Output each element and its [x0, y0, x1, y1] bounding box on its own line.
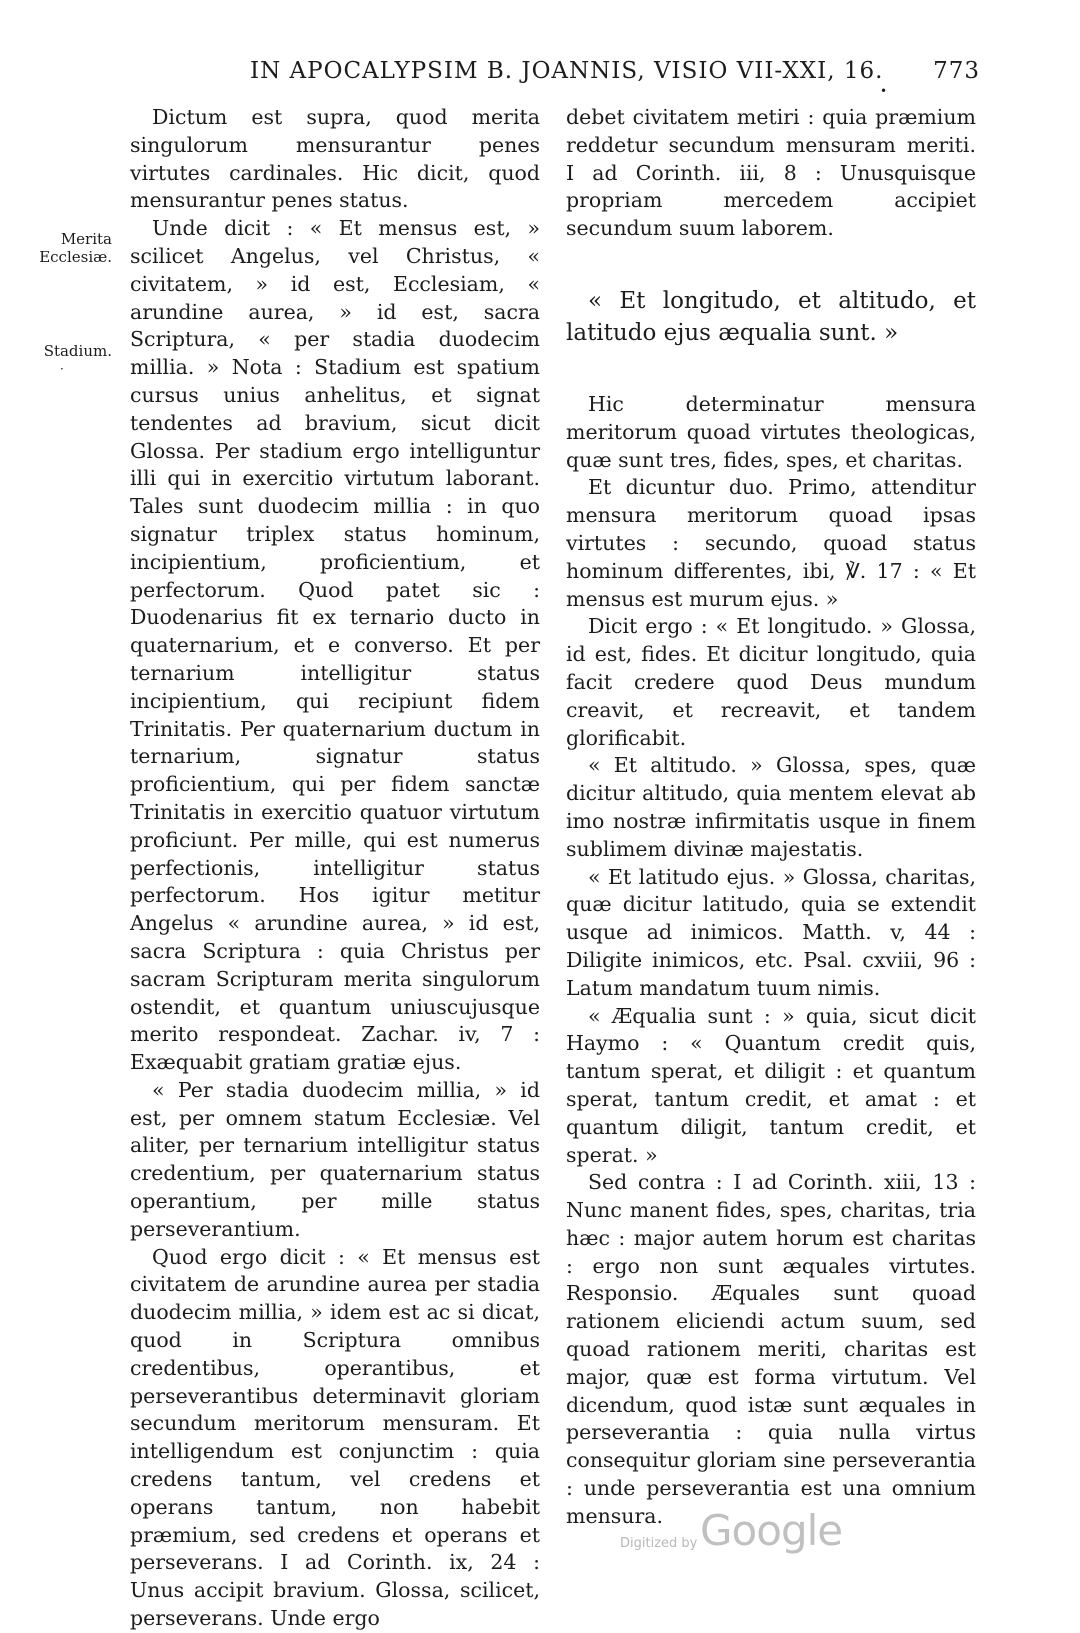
- scripture-verse: « Et longitudo, et altitudo, et latitudo ejus æqualia sunt. »: [566, 287, 976, 346]
- paragraph: debet civitatem metiri : quia præmium reddetur secundum mensuram meriti. I ad Corinth. iii, 8 : Unusquisque propriam mercedem accipiet secundum suum laborem.: [566, 105, 976, 241]
- paragraph: Quod ergo dicit : « Et mensus est civitatem de arundine aurea per stadia duodecim millia, » idem est ac si dicat, quod in Scriptura omnibus credentibus, operantibus, et perseverantibus determinavit gloriam secundum meritorum mensuram. Et intelligendum est conjunctim : quia credens tantum, vel credens et operans tantum, non habebit præmium, sed credens et operans et perseverans. I ad Corinth. ix, 24 : Unus accipit bravium. Glossa, scilicet, perseverans. Unde ergo: [130, 1244, 540, 1631]
- paragraph: Unde dicit : « Et mensus est, » scilicet Angelus, vel Christus, « civitatem, » id est, Ecclesiam, « arundine aurea, » id est, sacra Scriptura, « per stadia duodecim millia. » Nota : Stadium est spatium cursus unius anhelitus, et signat tendentes ad bravium, sicut dicit Glossa. Per stadium ergo intelliguntur illi qui in exercitio virtutum laborant. Tales sunt duodecim millia : in quo signatur triplex status hominum, incipientium, proficientium, et perfectorum. Quod patet sic : Duodenarius fit ex ternario ducto in quaternarium, et e converso. Et per ternarium intelligitur status incipientium, qui recipiunt fidem Trinitatis. Per quaternarium ductum in ternarium, signatur status proficientium, qui per fidem sanctæ Trinitatis in exercitio quatuor virtutum proficiunt. Per mille, qui est numerus perfectionis, intelligitur status perfectorum. Hos igitur metitur Angelus « arundine aurea, » id est, sacra Scriptura : quia Christus per sacram Scripturam merita singulorum ostendit, et quantum uniuscujusque merito respondeat. Zachar. iv, 7 : Exæquabit gratiam gratiæ ejus.: [130, 216, 540, 1075]
- page-number: 773: [933, 58, 980, 84]
- paragraph: Dictum est supra, quod merita singulorum mensurantur penes virtutes cardinales. Hic dicit, quod mensurantur penes status.: [130, 105, 540, 213]
- paragraph: Sed contra : I ad Corinth. xiii, 13 : Nunc manent fides, spes, charitas, tria hæc : major autem horum est charitas : ergo non sunt æquales virtutes. Responsio. Æquales sunt quoad rationem eliciendi actum suum, sed quoad rationem meriti, charitas est major, quæ est forma virtutum. Vel dicendum, quod istæ sunt æquales in perseverantia : quia nulla virtus consequitur gloriam sine perseverantia : unde perseverantia est una omnium mensura.: [566, 1170, 976, 1528]
- header-dot-mark: •: [880, 84, 889, 98]
- paragraph: Et dicuntur duo. Primo, attenditur mensura meritorum quoad ipsas virtutes : secundo, quoad status hominum differentes, ibi, ℣. 17 : « Et mensus est murum ejus. »: [566, 475, 976, 611]
- paragraph: « Et altitudo. » Glossa, spes, quæ dicitur altitudo, quia mentem elevat ab imo nostræ infirmitatis usque in finem sublimem divinæ majestatis.: [566, 753, 976, 861]
- left-column: [130, 104, 540, 1633]
- margin-note-stadium: Stadium.: [43, 342, 112, 360]
- margin-dot-mark: ·: [60, 362, 64, 376]
- paragraph: Dicit ergo : « Et longitudo. » Glossa, id est, fides. Et dicitur longitudo, quia facit credere quod Deus mundum creavit, et recreavit, et tandem glorificabit.: [566, 614, 976, 750]
- digitized-by-text: Digitized by: [620, 1536, 698, 1551]
- right-column: [566, 104, 976, 1531]
- page-header: [250, 58, 980, 98]
- google-logo: Google: [700, 1506, 843, 1555]
- paragraph: Hic determinatur mensura meritorum quoad virtutes theologicas, quæ sunt tres, fides, spes, et charitas.: [566, 391, 976, 472]
- running-title: IN APOCALYPSIM B. JOANNIS, VISIO VII-XXI, 16.: [250, 58, 884, 84]
- paragraph: « Per stadia duodecim millia, » id est, per omnem statum Ecclesiæ. Vel aliter, per ternarium intelligitur status credentium, per quaternarium status operantium, per mille status perseverantium.: [130, 1077, 540, 1241]
- paragraph: « Et latitudo ejus. » Glossa, charitas, quæ dicitur latitudo, quia se extendit usque ad inimicos. Matth. v, 44 : Diligite inimicos, etc. Psal. cxviii, 96 : Latum mandatum tuum nimis.: [566, 864, 976, 1000]
- margin-note-merita: Merita Ecclesiæ.: [39, 230, 112, 266]
- digitization-watermark: [620, 1506, 843, 1556]
- paragraph: « Æqualia sunt : » quia, sicut dicit Haymo : « Quantum credit quis, tantum sperat, et diligit : et quantum sperat, tantum credit, et amat : et quantum diligit, tantum credit, et sperat. »: [566, 1003, 976, 1167]
